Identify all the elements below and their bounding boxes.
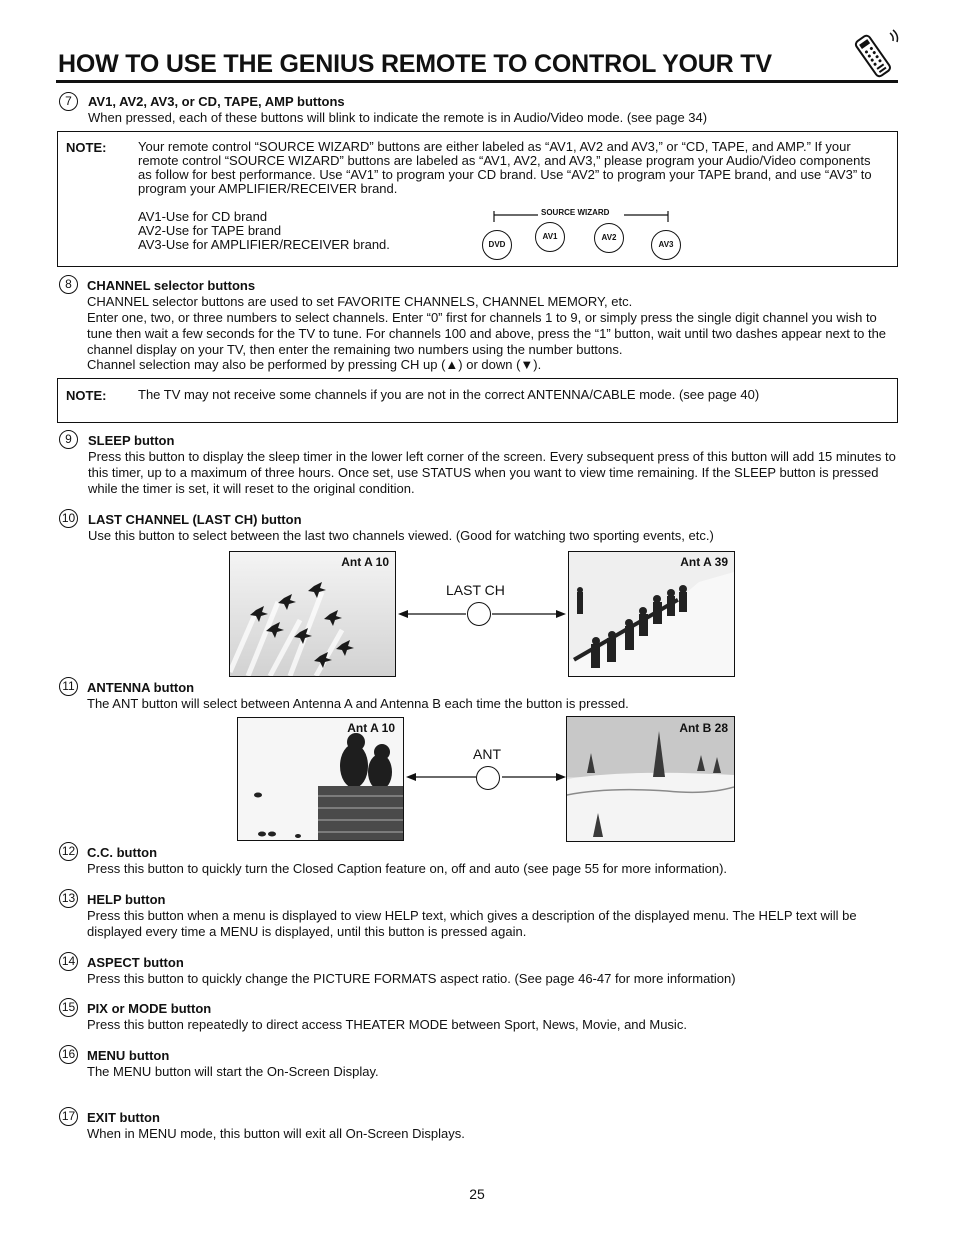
channel-body-2: Enter one, two, or three numbers to select channels. Enter “0” first for channels 1 to 9, or simply press the single digit channel you wish to tune then wait a few seconds for the TV to tune. For channels 100 and above, press the “1” button, wait until two dashes appear next to the channel display on your TV, then enter the remaining two numbers using the number buttons. xyxy=(87,310,887,357)
item-number-13: 13 xyxy=(59,889,78,908)
jets-image xyxy=(230,552,395,676)
note-av1-line: AV1-Use for CD brand xyxy=(138,209,268,224)
channel-body-3: Channel selection may also be performed by pressing CH up (▲) or down (▼). xyxy=(87,357,542,372)
cc-body: Press this button to quickly turn the Closed Caption feature on, off and auto (see page 55 for more information). xyxy=(87,861,728,876)
antenna-body: The ANT button will select between Antenna A and Antenna B each time the button is pressed. xyxy=(87,696,629,711)
item-number-17: 17 xyxy=(59,1107,78,1126)
sleep-heading: SLEEP button xyxy=(88,433,175,448)
item-number-10: 10 xyxy=(59,509,78,528)
av-body: When pressed, each of these buttons will blink to indicate the remote is in Audio/Video mode. (see page 34) xyxy=(88,110,708,125)
item-number-8: 8 xyxy=(59,275,78,294)
pix-body: Press this button repeatedly to direct access THEATER MODE between Sport, News, Movie, and Music. xyxy=(87,1017,687,1032)
note-source-wizard xyxy=(57,131,898,267)
tv-screen-fishing xyxy=(237,717,404,841)
item-number-16: 16 xyxy=(59,1045,78,1064)
aspect-heading: ASPECT button xyxy=(87,955,184,970)
ant-button-label: ANT xyxy=(473,746,501,762)
note-antenna-mode xyxy=(57,378,898,423)
page-title: HOW TO USE THE GENIUS REMOTE TO CONTROL YOUR TV xyxy=(58,50,772,78)
note-av3-line: AV3-Use for AMPLIFIER/RECEIVER brand. xyxy=(138,237,390,252)
av3-button[interactable]: AV3 xyxy=(651,230,681,260)
av2-button[interactable]: AV2 xyxy=(594,223,624,253)
tv-screen-climbers xyxy=(568,551,735,677)
item-number-7: 7 xyxy=(59,92,78,111)
note-av2-line: AV2-Use for TAPE brand xyxy=(138,223,282,238)
help-body: Press this button when a menu is displayed to view HELP text, which gives a description of the displayed menu. The HELP text will be displayed every time a MENU is displayed, until this button is pressed again. xyxy=(87,908,857,939)
last-ch-button-label: LAST CH xyxy=(446,582,505,598)
antenna-heading: ANTENNA button xyxy=(87,680,195,695)
page-number: 25 xyxy=(469,1186,485,1202)
tv-screen-snow-landscape xyxy=(566,716,735,842)
menu-heading: MENU button xyxy=(87,1048,170,1063)
item-number-11: 11 xyxy=(59,677,78,696)
channel-heading: CHANNEL selector buttons xyxy=(87,278,256,293)
pix-heading: PIX or MODE button xyxy=(87,1001,212,1016)
item-number-12: 12 xyxy=(59,842,78,861)
snow-climbers-image xyxy=(569,552,734,676)
exit-heading: EXIT button xyxy=(87,1110,160,1125)
source-wizard-diagram xyxy=(478,202,708,262)
note-label: NOTE: xyxy=(66,140,107,155)
last-ch-arrows xyxy=(396,604,568,624)
remote-control-icon xyxy=(846,24,902,80)
menu-body: The MENU button will start the On-Screen Display. xyxy=(87,1064,379,1079)
exit-body: When in MENU mode, this button will exit all On-Screen Displays. xyxy=(87,1126,465,1141)
note-text: The TV may not receive some channels if you are not in the correct ANTENNA/CABLE mode. (see page 40) xyxy=(138,387,760,402)
last-ch-heading: LAST CHANNEL (LAST CH) button xyxy=(88,512,302,527)
fishing-image xyxy=(238,718,403,840)
item-number-14: 14 xyxy=(59,952,78,971)
av-heading: AV1, AV2, AV3, or CD, TAPE, AMP buttons xyxy=(88,94,345,109)
aspect-body: Press this button to quickly change the PICTURE FORMATS aspect ratio. (See page 46-47 for more information) xyxy=(87,971,736,986)
item-number-15: 15 xyxy=(59,998,78,1017)
cc-heading: C.C. button xyxy=(87,845,158,860)
dvd-button[interactable]: DVD xyxy=(482,230,512,260)
note-label: NOTE: xyxy=(66,388,107,403)
channel-label-right: Ant A 39 xyxy=(680,555,728,569)
item-number-9: 9 xyxy=(59,430,78,449)
note-paragraph: Your remote control “SOURCE WIZARD” buttons are either labeled as “AV1, AV2 and AV3,” or “CD, TAPE, and AMP.” If your remote control “SOURCE WIZARD” buttons are labeled as “AV1, AV2, and AV3,” please program your Audio/Video components as follow for best performance. Use “AV1” to program your CD brand. Use “AV2” to program your TAPE brand, and use “AV3” to program your AMPLIFIER/RECEIVER brand. xyxy=(138,139,872,196)
last-ch-body: Use this button to select between the last two channels viewed. (Good for watching two sporting events, etc.) xyxy=(88,528,714,543)
av1-button[interactable]: AV1 xyxy=(535,222,565,252)
sleep-body: Press this button to display the sleep timer in the lower left corner of the screen. Every subsequent press of this button will add 15 minutes to this timer, up to a maximum of three hours. Once set, use STATUS when you want to view time remaining. If the SLEEP button is pressed while the timer is set, it will reset to the original condition. xyxy=(88,449,896,496)
help-heading: HELP button xyxy=(87,892,166,907)
title-rule xyxy=(56,80,898,83)
tv-screen-planes xyxy=(229,551,396,677)
channel-label-left: Ant A 10 xyxy=(341,555,389,569)
source-wizard-label: SOURCE WIZARD xyxy=(541,208,610,217)
ant-arrows xyxy=(404,767,568,787)
channel-body-1: CHANNEL selector buttons are used to set FAVORITE CHANNELS, CHANNEL MEMORY, etc. xyxy=(87,294,633,309)
channel-label-right: Ant B 28 xyxy=(679,721,728,735)
channel-label-left: Ant A 10 xyxy=(347,721,395,735)
snow-landscape-image xyxy=(567,717,734,841)
